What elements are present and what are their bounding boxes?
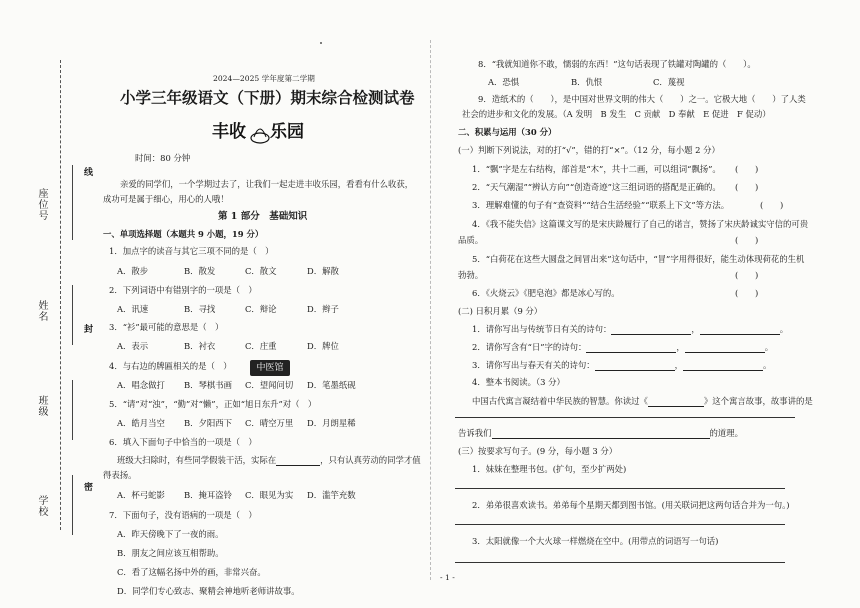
q6-sentence-line-2: 得表扬。 bbox=[103, 470, 137, 480]
q1-option-c: C．散文 bbox=[245, 266, 277, 276]
fill-prompt-2-text: 2．请你写含有“日”字的诗句： bbox=[472, 342, 587, 352]
svg-text:乐园: 乐园 bbox=[270, 122, 304, 142]
q6-sentence-end: ，只有认真劳动的同学才值 bbox=[320, 455, 421, 465]
section-2-heading: 二、积累与运用（30 分） bbox=[458, 127, 557, 137]
fill-blank-2b[interactable] bbox=[685, 343, 765, 353]
q7-option-b: B．朋友之间应该互相帮助。 bbox=[117, 548, 224, 558]
tf-answer-2[interactable]: ( ) bbox=[735, 182, 759, 192]
question-6: 6．填入下面句子中恰当的一项是（ ） bbox=[109, 437, 257, 447]
question-2: 2．下列词语中有错别字的一项是（ ） bbox=[109, 285, 257, 295]
q6-option-d: D．滥竽充数 bbox=[307, 490, 356, 500]
question-5: 5．“请”对“浊”，“勤”对“懒”，正如“旭日东升”对（ ） bbox=[109, 399, 317, 409]
tf-answer-5[interactable]: ( ) bbox=[735, 270, 759, 280]
rewrite-task-1: 1．妹妹在整理书包。(扩句，至少扩两处) bbox=[472, 464, 627, 474]
tf-statement-6: 6．《火烧云》《肥皂泡》都是冰心写的。 bbox=[472, 288, 620, 298]
fill-blank-1a[interactable] bbox=[611, 325, 691, 335]
q3-option-b: B．衬衣 bbox=[184, 341, 216, 351]
binding-margin bbox=[60, 60, 62, 530]
rewrite-answer-line-2[interactable] bbox=[455, 524, 785, 525]
svg-text:丰收: 丰收 bbox=[212, 122, 246, 142]
question-3: 3．“衫”最可能的意思是（ ） bbox=[109, 322, 224, 332]
intro-line-2: 成功可是属于细心，用心的人哦！ bbox=[103, 194, 229, 204]
fable-lesson-blank[interactable] bbox=[492, 429, 710, 439]
page-divider bbox=[430, 40, 432, 580]
question-7: 7．下面句子，没有语病的一项是（ ） bbox=[109, 510, 257, 520]
fable-prompt-line-2 bbox=[458, 428, 743, 439]
accumulation-heading: (二) 日积月累（9 分） bbox=[458, 306, 543, 316]
q7-option-c: C．看了这幅名扬中外的画，非常兴奋。 bbox=[117, 567, 266, 577]
q8-option-a: A．恐惧 bbox=[488, 77, 520, 87]
seat-number-label: 座位号 bbox=[36, 188, 47, 221]
section-1-heading: 一、单项选择题（本题共 9 小题，19 分） bbox=[103, 229, 264, 239]
q4-option-d: D．笔墨纸砚 bbox=[307, 380, 356, 390]
q6-option-a: A．杯弓蛇影 bbox=[117, 490, 165, 500]
fable-lesson-start: 告诉我们 bbox=[458, 428, 492, 438]
tf-statement-1: 1．“飘”字是左右结构，部首是“木”，共十二画，可以组词“飘扬”。 bbox=[472, 164, 721, 174]
question-4: 4．与右边的牌匾相关的是（ ） bbox=[109, 361, 232, 371]
q5-option-a: A．皓月当空 bbox=[117, 418, 165, 428]
name-line bbox=[72, 285, 74, 345]
q7-option-d: D．同学们专心致志、聚精会神地听老师讲故事。 bbox=[117, 586, 300, 596]
fable-answer-line[interactable] bbox=[455, 417, 795, 418]
fill-prompt-2: 2．请你写含有“日”字的诗句： ， 。 bbox=[472, 342, 774, 352]
q1-option-a: A．散步 bbox=[117, 266, 149, 276]
fill-blank-3b[interactable] bbox=[683, 361, 763, 371]
fill-prompt-1-text: 1．请你写出与传统节日有关的诗句： bbox=[472, 324, 612, 334]
binding-char-line: 线 bbox=[84, 168, 94, 178]
q1-option-b: B．散发 bbox=[184, 266, 216, 276]
q5-option-b: B．夕阳西下 bbox=[184, 418, 233, 428]
q2-option-a: A．讯速 bbox=[117, 304, 149, 314]
fable-prompt-end: 》这个寓言故事，故事讲的是 bbox=[703, 396, 813, 406]
q3-option-d: D．牌位 bbox=[307, 341, 339, 351]
q1-option-d: D．解散 bbox=[307, 266, 339, 276]
q6-option-c: C．眼见为实 bbox=[245, 490, 294, 500]
q2-option-b: B．寻找 bbox=[184, 304, 216, 314]
q8-option-b: B．仇恨 bbox=[571, 77, 603, 87]
q6-blank[interactable] bbox=[276, 456, 320, 466]
tf-answer-3[interactable]: ( ) bbox=[760, 200, 784, 210]
fable-prompt-line-1 bbox=[472, 396, 813, 407]
rewrite-answer-line-1[interactable] bbox=[455, 488, 785, 489]
q2-option-d: D．辫子 bbox=[307, 304, 339, 314]
q3-option-c: C．庄重 bbox=[245, 341, 277, 351]
class-line bbox=[72, 380, 74, 440]
rewrite-answer-line-3[interactable] bbox=[455, 562, 785, 563]
tf-answer-4[interactable]: ( ) bbox=[735, 235, 759, 245]
tf-statement-2: 2．“天气潮湿”“辨认方向”“创造奇迹”这三组词语的搭配是正确的。 bbox=[472, 182, 721, 192]
q5-option-c: C．晴空万里 bbox=[245, 418, 294, 428]
school-label: 学校 bbox=[36, 495, 47, 517]
part1-title: 第 1 部分 基础知识 bbox=[218, 211, 308, 222]
fill-blank-2a[interactable] bbox=[586, 343, 676, 353]
fill-blank-1b[interactable] bbox=[700, 325, 780, 335]
fable-prompt-start: 中国古代寓言凝结着中华民族的智慧。你读过《 bbox=[472, 396, 648, 406]
question-8: 8．“我就知道你不敢，懦弱的东西！”这句话表现了铁罐对陶罐的（ ）。 bbox=[478, 59, 756, 69]
q6-sentence-start: 班级大扫除时，有些同学假装干活，实际在 bbox=[117, 455, 277, 465]
whole-book-reading: 4．整本书阅读。（3 分） bbox=[472, 377, 565, 387]
tf-answer-6[interactable]: ( ) bbox=[735, 288, 759, 298]
q4-option-a: A．唱念做打 bbox=[117, 380, 165, 390]
class-label: 班级 bbox=[36, 395, 47, 417]
fable-lesson-end: 的道理。 bbox=[709, 428, 743, 438]
q3-option-a: A．表示 bbox=[117, 341, 149, 351]
exam-time: 时间：80 分钟 bbox=[135, 153, 191, 163]
name-label: 姓名 bbox=[36, 300, 47, 322]
fable-title-blank[interactable] bbox=[648, 397, 704, 407]
rewrite-task-2: 2．弟弟很喜欢读书。弟弟每个星期天都到图书馆。(用关联词把这两句话合并为一句。) bbox=[472, 500, 790, 510]
question-1: 1．加点字的读音与其它三项不同的是（ ） bbox=[109, 246, 274, 256]
fill-prompt-3-text: 3．请你写出与春天有关的诗句： bbox=[472, 360, 595, 370]
question-9-line-1: 9．造纸术的（ ），是中国对世界文明的伟大（ ）之一。它极大地（ ）了人类 bbox=[478, 94, 806, 104]
intro-line-1: 亲爱的同学们，一个学期过去了，让我们一起走进丰收乐园，看看有什么收获， bbox=[120, 179, 414, 189]
q8-option-c: C．蔑视 bbox=[653, 77, 685, 87]
true-false-heading: (一）判断下列说法，对的打“√”，错的打“×”。（12 分，每小题 2 分） bbox=[458, 145, 720, 155]
harvest-garden-logo bbox=[210, 113, 310, 151]
question-9-line-2: 社会的进步和文化的发展。（A 发明 B 发生 C 贡献 D 奉献 E 促进 F 促动） bbox=[462, 109, 771, 119]
tf-statement-4-cont: 品质。 bbox=[458, 235, 484, 245]
school-year: 2024—2025 学年度第二学期 bbox=[213, 74, 315, 83]
q2-option-c: C．辩论 bbox=[245, 304, 277, 314]
fill-prompt-3: 3．请你写出与春天有关的诗句： ， 。 bbox=[472, 360, 772, 370]
page-number: - 1 - bbox=[440, 573, 455, 582]
tf-statement-4: 4．《我不能失信》这篇课文写的是宋庆龄履行了自己的诺言，赞扬了宋庆龄诚实守信的可贵 bbox=[472, 219, 809, 229]
q7-option-a: A．昨天傍晚下了一夜的雨。 bbox=[117, 529, 224, 539]
chinese-medicine-plaque: 中医馆 bbox=[250, 360, 290, 376]
rewrite-heading: (三）按要求写句子。(9 分，每小题 3 分） bbox=[458, 446, 618, 456]
q4-option-b: B．琴棋书画 bbox=[184, 380, 233, 390]
exam-title: 小学三年级语文（下册）期末综合检测试卷 bbox=[120, 89, 415, 107]
tf-statement-3: 3．理解难懂的句子有“查资料”“结合生活经验”“联系上下文”等方法。 bbox=[472, 200, 730, 210]
q6-option-b: B．掩耳盗铃 bbox=[184, 490, 233, 500]
binding-char-secret: 密 bbox=[84, 483, 94, 493]
q4-option-c: C．望闻问切 bbox=[245, 380, 294, 390]
binding-char-seal: 封 bbox=[84, 325, 94, 335]
school-line bbox=[72, 475, 74, 535]
fill-blank-3a[interactable] bbox=[595, 361, 675, 371]
fill-prompt-1: 1．请你写出与传统节日有关的诗句： ， 。 bbox=[472, 324, 789, 334]
q6-sentence-line-1 bbox=[117, 455, 421, 466]
seat-number-line bbox=[72, 165, 74, 240]
tf-answer-1[interactable]: ( ) bbox=[735, 164, 759, 174]
tf-statement-5: 5．“白荷花在这些大圆盘之间冒出来”这句话中，“冒”字用得很好，能生动体现荷花的生机 bbox=[472, 254, 805, 264]
tf-statement-5-cont: 勃勃。 bbox=[458, 270, 484, 280]
q5-option-d: D．月朗星稀 bbox=[307, 418, 356, 428]
scan-speck bbox=[320, 42, 322, 44]
rewrite-task-3: 3．太阳就像一个大火球一样燃烧在空中。(用带点的词语写一句话) bbox=[472, 536, 719, 546]
